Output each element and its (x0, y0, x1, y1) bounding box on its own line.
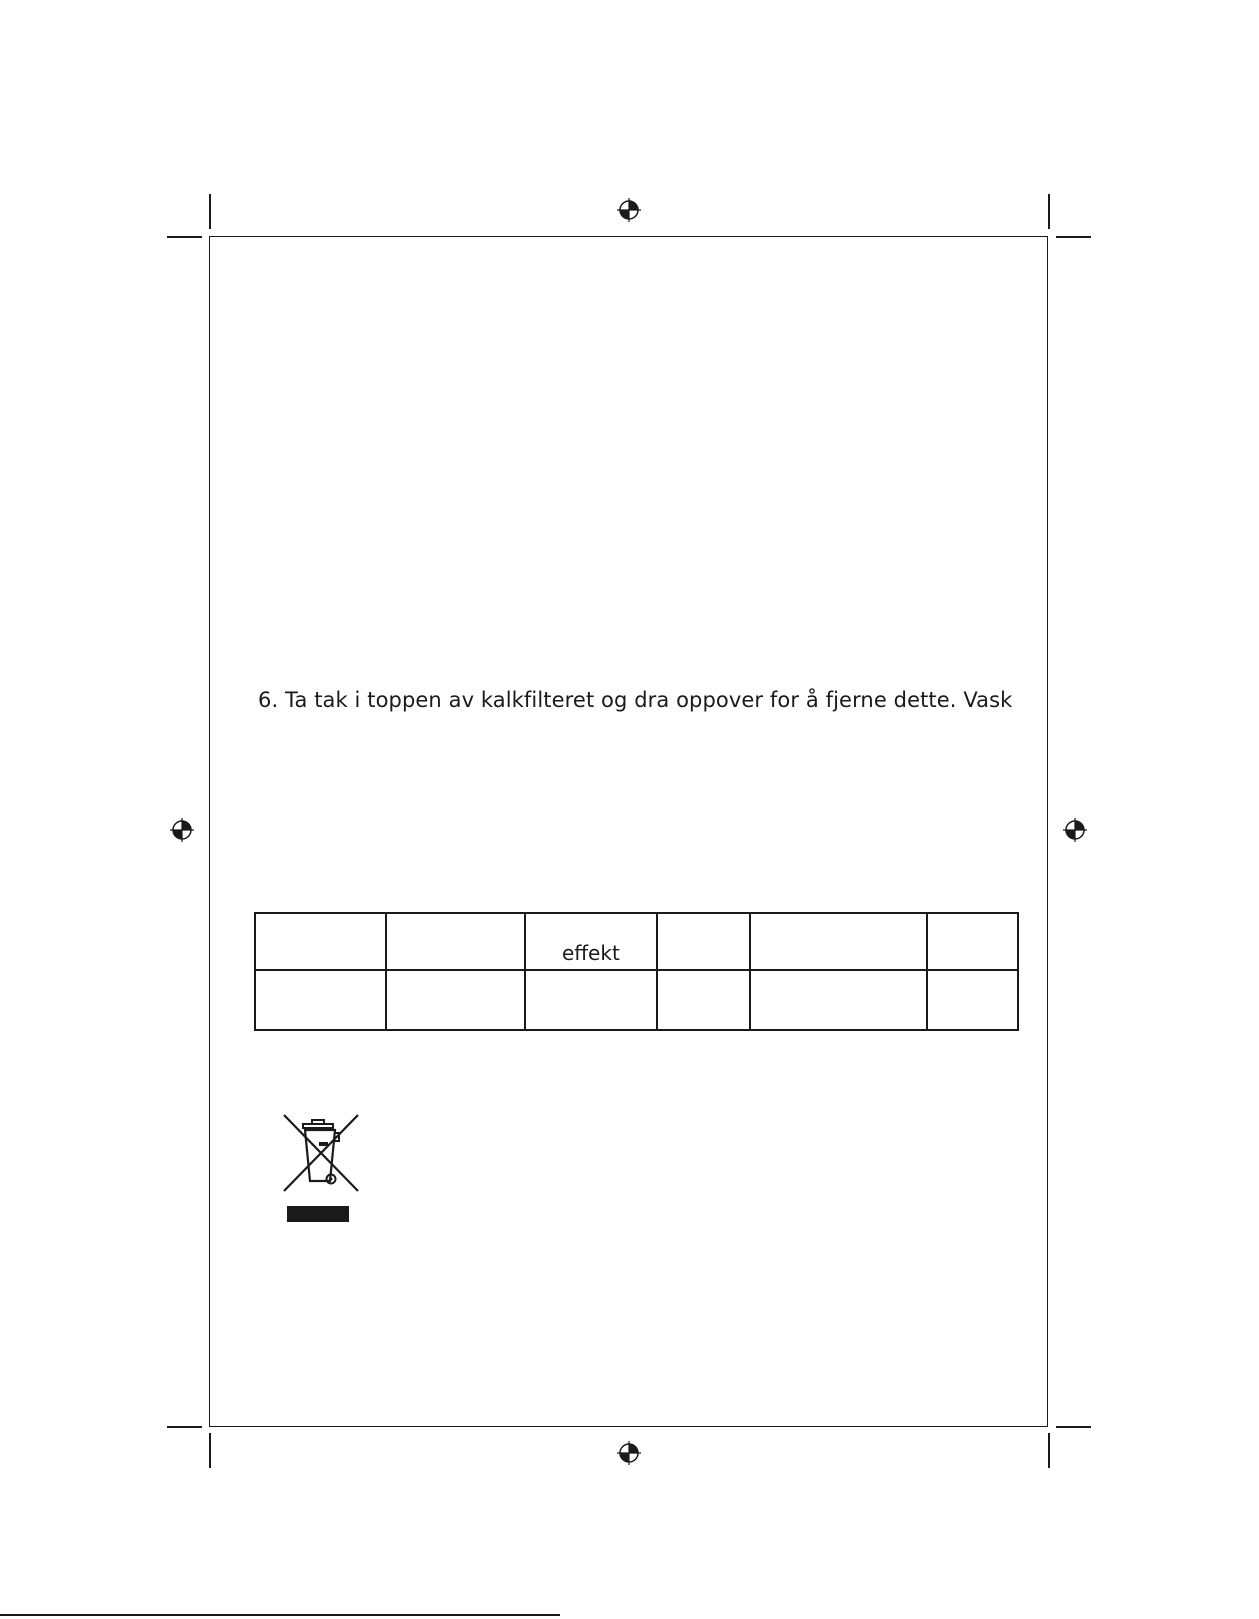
registration-mark-bottom-icon (617, 1441, 641, 1465)
crop-mark-bottom-left-horizontal (167, 1426, 202, 1428)
spec-table-header-row (255, 913, 1018, 970)
spec-table-cell (255, 970, 386, 1030)
spec-table-cell (750, 970, 926, 1030)
registration-mark-right-icon (1063, 818, 1087, 842)
registration-mark-top-icon (617, 198, 641, 222)
spec-table-header-cell: effekt (525, 913, 657, 970)
crop-mark-bottom-right-horizontal (1056, 1426, 1091, 1428)
spec-table-cell (525, 970, 657, 1030)
crop-mark-bottom-left-vertical (209, 1433, 211, 1468)
spec-table-row (255, 970, 1018, 1030)
bottom-edge-strip (0, 1614, 560, 1616)
page-frame (209, 236, 1048, 1427)
spec-table-header-cell (386, 913, 524, 970)
spec-table-header-cell (750, 913, 926, 970)
crossed-out-wheelie-bin-icon (281, 1113, 361, 1225)
instruction-step-6: 6. Ta tak i toppen av kalkfilteret og dra oppover for å fjerne dette. Vask (258, 688, 1013, 712)
spec-table-header-cell (255, 913, 386, 970)
crop-mark-top-right-vertical (1048, 194, 1050, 229)
spec-table (254, 912, 1019, 1031)
spec-table-cell (657, 970, 750, 1030)
crop-mark-top-left-horizontal (167, 236, 202, 238)
crop-mark-bottom-right-vertical (1048, 1433, 1050, 1468)
spec-table-header-cell (927, 913, 1018, 970)
spec-table-header-cell (657, 913, 750, 970)
crop-mark-top-right-horizontal (1056, 236, 1091, 238)
spec-table-cell (927, 970, 1018, 1030)
spec-table-cell (386, 970, 524, 1030)
crop-mark-top-left-vertical (209, 194, 211, 229)
registration-mark-left-icon (170, 818, 194, 842)
